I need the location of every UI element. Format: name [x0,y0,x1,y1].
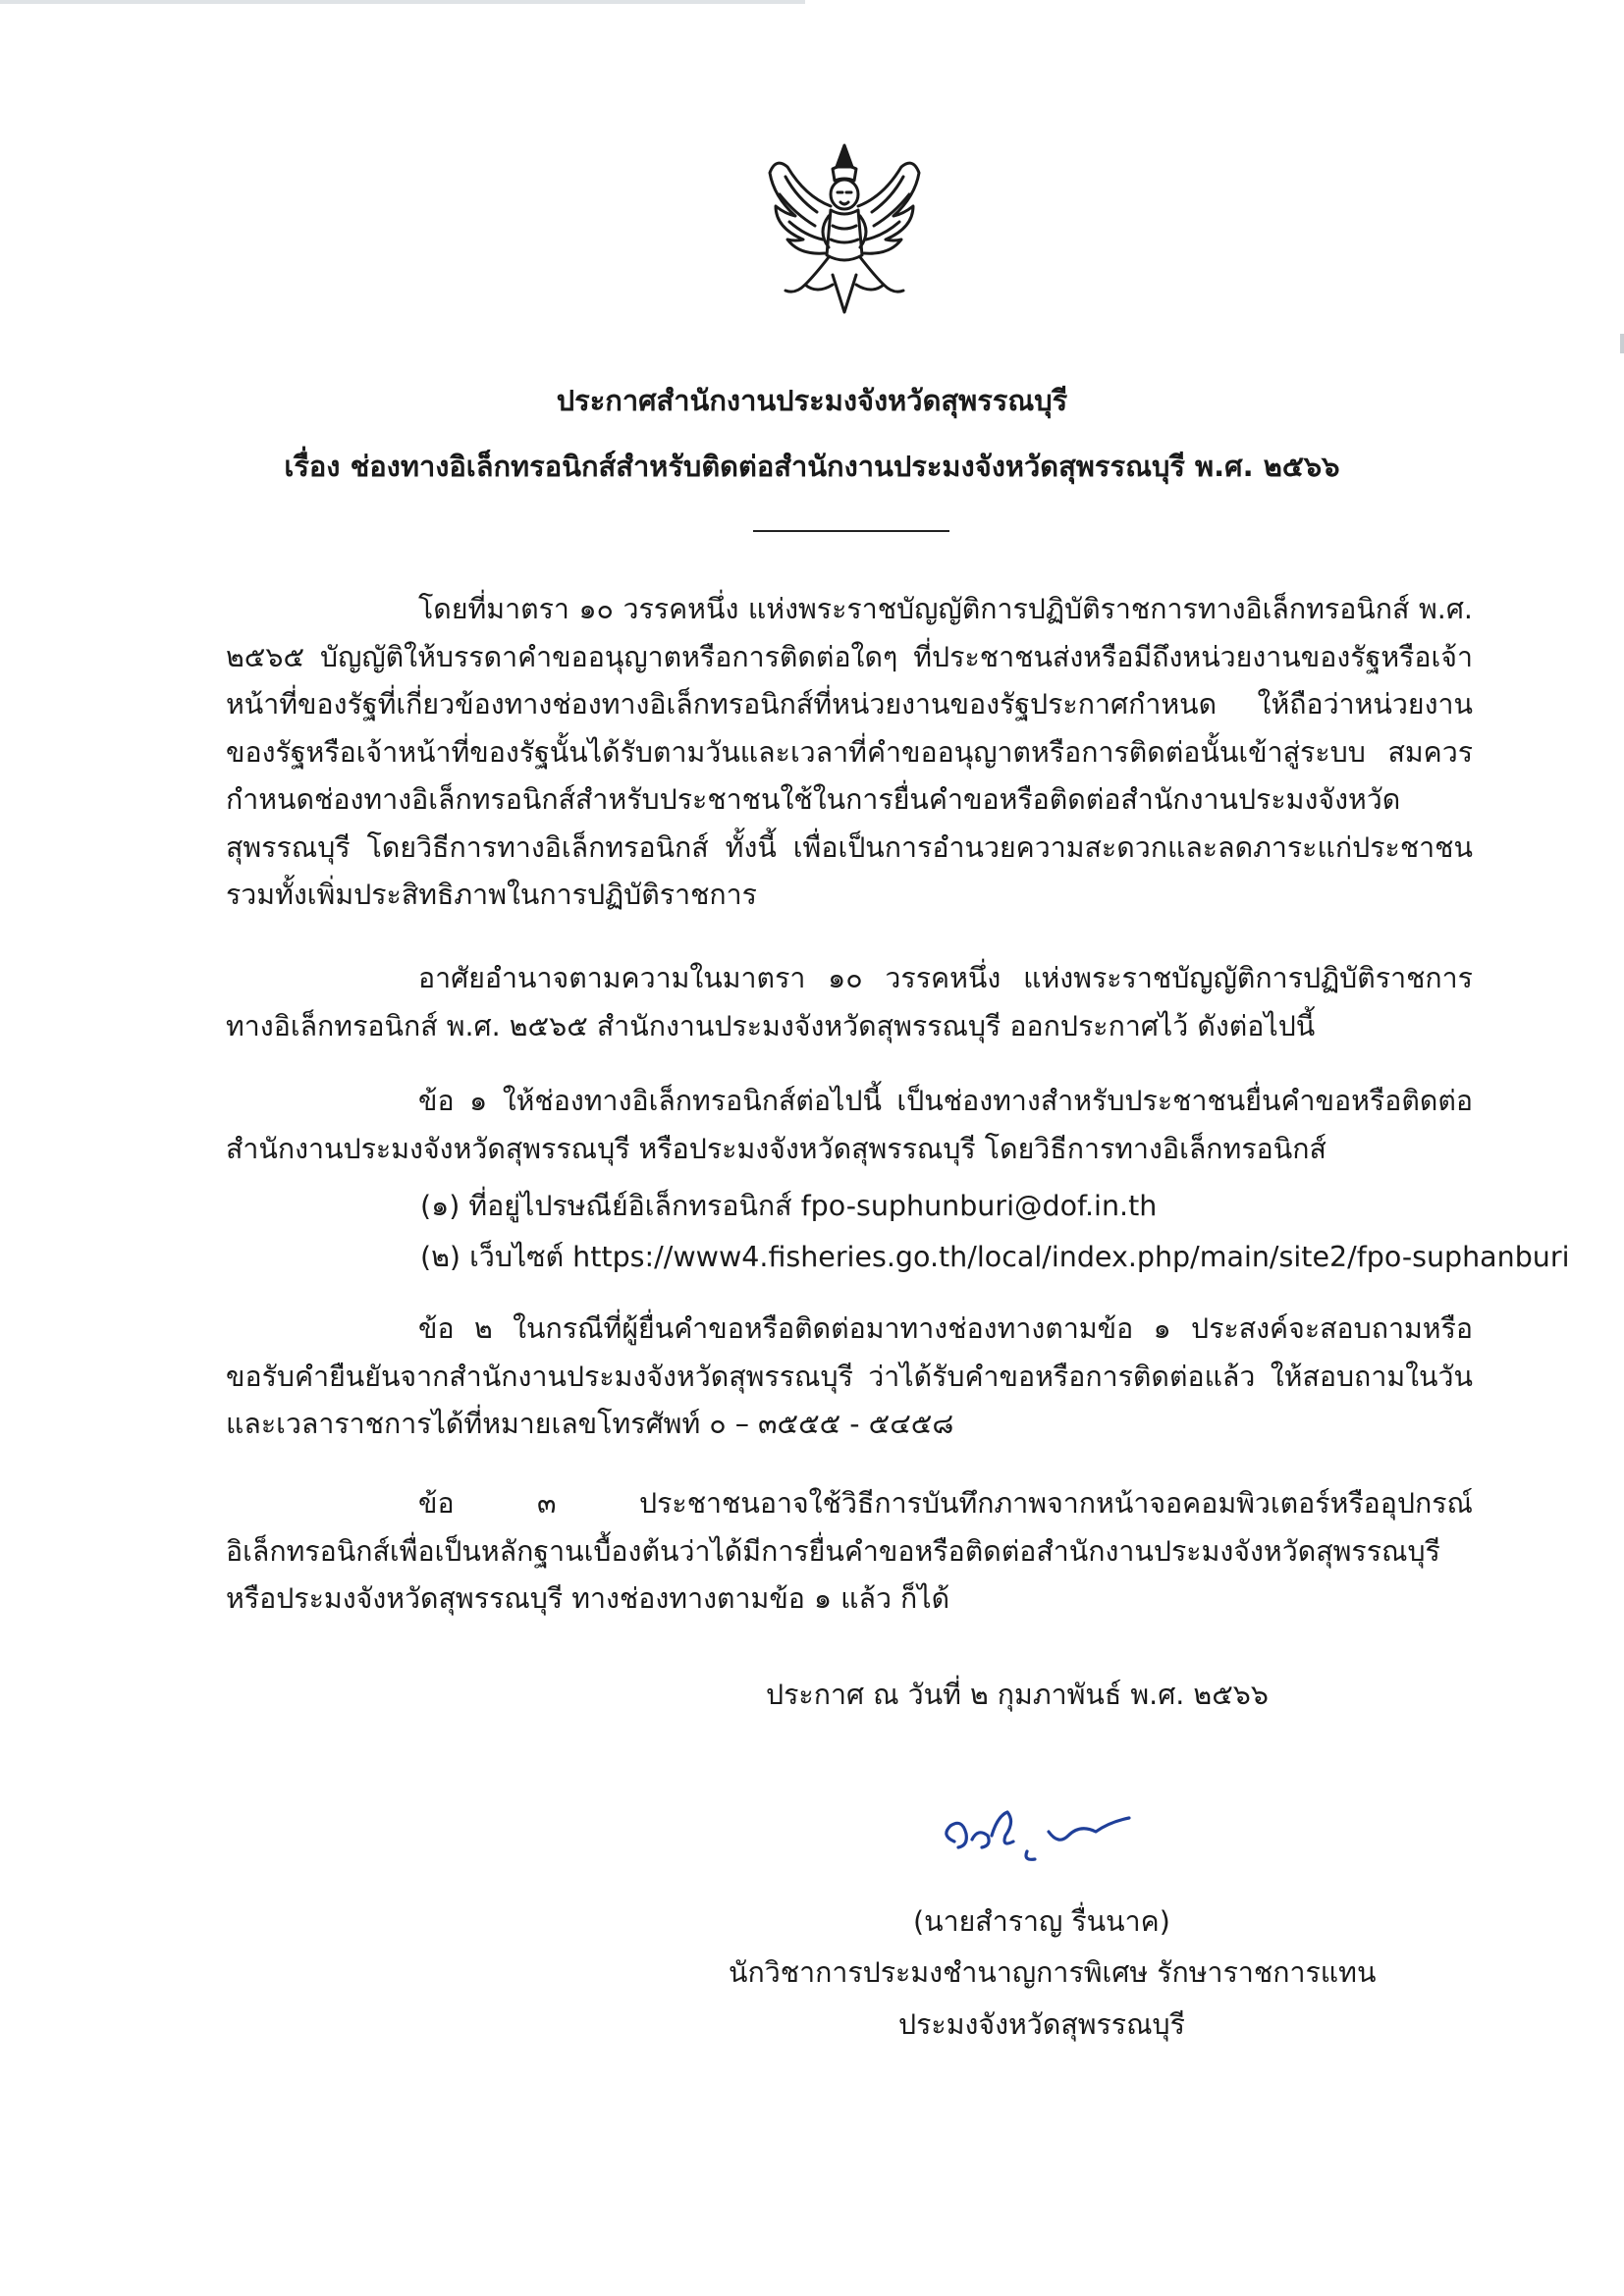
clause-1: ข้อ ๑ ให้ช่องทางอิเล็กทรอนิกส์ต่อไปนี้ เป็นช่องทางสำหรับประชาชนยื่นคำขอหรือติดต่อสำนักงานประมงจังหวัดสุพรรณบุรี หรือประมงจังหวัดสุพรรณบุรี โดยวิธีการทางอิเล็กทรอนิกส์ [226,1085,1473,1165]
garuda-emblem-icon [746,137,943,324]
clause-3: ข้อ ๓ ประชาชนอาจใช้วิธีการบันทึกภาพจากหน้าจอคอมพิวเตอร์หรืออุปกรณ์อิเล็กทรอนิกส์เพื่อเป็นหลักฐานเบื้องต้นว่าได้มีการยื่นคำขอหรือติดต่อสำนักงานประมงจังหวัดสุพรรณบุรี หรือประมงจังหวัดสุพรรณบุรี ทางช่องทางตามข้อ ๑ แล้ว ก็ได้ [226,1487,1473,1615]
signer-office: ประมงจังหวัดสุพรรณบุรี [898,2008,1185,2041]
title-divider [753,530,949,532]
document-subject: เรื่อง ช่องทางอิเล็กทรอนิกส์สำหรับติดต่อสำนักงานประมงจังหวัดสุพรรณบุรี พ.ศ. ๒๕๖๖ [284,450,1340,483]
document-title: ประกาศสำนักงานประมงจังหวัดสุพรรณบุรี [556,384,1068,417]
paragraph-authority: อาศัยอำนาจตามความในมาตรา ๑๐ วรรคหนึ่ง แห่งพระราชบัญญัติการปฏิบัติราชการทางอิเล็กทรอนิกส์ พ.ศ. ๒๕๖๕ สำนักงานประมงจังหวัดสุพรรณบุรี ออกประกาศไว้ ดังต่อไปนี้ [226,962,1473,1042]
announcement-date: ประกาศ ณ วันที่ ๒ กุมภาพันธ์ พ.ศ. ๒๕๖๖ [766,1679,1269,1711]
signer-name: (นายสำราญ รื่นนาค) [913,1905,1170,1938]
signer-position: นักวิชาการประมงชำนาญการพิเศษ รักษาราชการแทน [729,1956,1377,1989]
channel-website: (๒) เว็บไซต์ https://www4.fisheries.go.th/local/index.php/main/site2/fpo-suphanburi [420,1241,1570,1273]
scan-edge-mark [1620,334,1624,353]
scan-edge-mark [0,0,805,4]
paragraph-preamble: โดยที่มาตรา ๑๐ วรรคหนึ่ง แห่งพระราชบัญญัติการปฏิบัติราชการทางอิเล็กทรอนิกส์ พ.ศ. ๒๕๖๕ บัญญัติให้บรรดาคำขออนุญาตหรือการติดต่อใดๆ ที่ประชาชนส่งหรือมีถึงหน่วยงานของรัฐหรือเจ้าหน้าที่ของรัฐที่เกี่ยวข้องทางช่องทางอิเล็กทรอนิกส์ที่หน่วยงานของรัฐประกาศกำหนด ให้ถือว่าหน่วยงานของรัฐหรือเจ้าหน้าที่ของรัฐนั้นได้รับตามวันและเวลาที่คำขออนุญาตหรือการติดต่อนั้นเข้าสู่ระบบ สมควรกำหนดช่องทางอิเล็กทรอนิกส์สำหรับประชาชนใช้ในการยื่นคำขอหรือติดต่อสำนักงานประมงจังหวัดสุพรรณบุรี โดยวิธีการทางอิเล็กทรอนิกส์ ทั้งนี้ เพื่อเป็นการอำนวยความสะดวกและลดภาระแก่ประชาชน รวมทั้งเพิ่มประสิทธิภาพในการปฏิบัติราชการ [226,593,1473,911]
signature-mark [933,1796,1188,1875]
clause-2: ข้อ ๒ ในกรณีที่ผู้ยื่นคำขอหรือติดต่อมาทางช่องทางตามข้อ ๑ ประสงค์จะสอบถามหรือขอรับคำยืนยันจากสำนักงานประมงจังหวัดสุพรรณบุรี ว่าได้รับคำขอหรือการติดต่อแล้ว ให้สอบถามในวันและเวลาราชการได้ที่หมายเลขโทรศัพท์ ๐ – ๓๕๕๕ - ๕๔๕๘ [226,1312,1473,1440]
channel-email: (๑) ที่อยู่ไปรษณีย์อิเล็กทรอนิกส์ fpo-suphunburi@dof.in.th [420,1190,1158,1222]
